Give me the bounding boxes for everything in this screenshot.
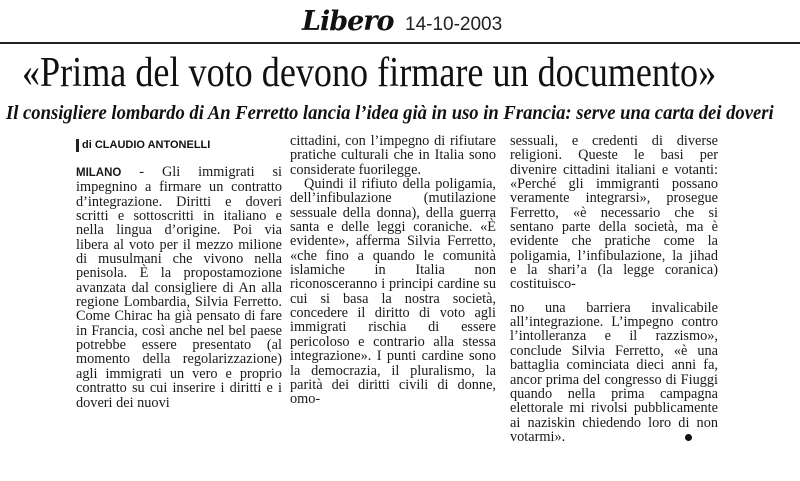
dateline: MILANO xyxy=(76,167,122,179)
article-column-1 xyxy=(76,165,282,410)
column-1-paragraph xyxy=(76,165,282,410)
column-1-text: - Gli immigrati si impegnino a firmare un contratto d’integrazione. Diritti e doveri scritti e sottoscritti in italiano e nella lingua d’origine. Poi via libera al voto per il mezzo milione di musulmani che vivono nella penisola. È la propostamozione avanzata dal consigliere di An alla regione Lombardia, Silvia Ferretto. Come Chirac ha già pensato di fare in Francia, così anche nel bel paese potrebbe essere presentato (al momento della regolarizzazione) agli immigrati un vero e proprio contratto su cui inserire i diritti e i doveri dei nuovi xyxy=(76,164,282,411)
masthead xyxy=(0,0,800,44)
column-3-paragraph-2 xyxy=(510,301,718,444)
article-subheadline: Il consigliere lombardo di An Ferretto lancia l’idea già in uso in Francia: serve una carta dei doveri xyxy=(6,102,774,124)
masthead-rule xyxy=(0,42,800,44)
article-column-3 xyxy=(510,134,718,444)
column-3-paragraph-1: sessuali, e credenti di diverse religioni. Queste le basi per divenire cittadini italiani e votanti: «Perché gli immigranti possano veramente integrarsi», prosegue Ferretto, «è necessario che si sentano parte della società, ma è evidente che pratiche come la poligamia, l’infibulazione, la jihad e la shari’a (la legge coranica) costituisco- xyxy=(510,133,718,293)
article-column-2 xyxy=(290,134,496,407)
column-3-paragraph-2-text: no una barriera invalicabile all’integrazione. L’impegno contro l’intolleranza e il razzismo», conclude Silvia Ferretto, «è una battaglia cominciata dieci anni fa, ancor prima del congresso di Fiuggi quando nella prima campagna elettorale mi rivolsi pubblicamente ai naziskin chiedendo loro di non votarmi». xyxy=(510,299,718,445)
publication-date: 14-10-2003 xyxy=(405,14,503,35)
column-2-paragraph-2: Quindi il rifiuto della poligamia, dell’infibulazione (mutilazione sessuale della donna), della guerra santa e delle leggi coraniche. «È evidente», afferma Silvia Ferretto, «che fino a quando le comunità islamiche in Italia non riconosceranno i principi cardine su cui si basa la nostra società, concedere il diritto di voto agli immigrati rischia di essere pericoloso e contrario alla stessa integrazione». I punti cardine sono la democrazia, il pluralismo, la parità dei diritti civili di donne, omo- xyxy=(290,176,496,408)
byline: di CLAUDIO ANTONELLI xyxy=(76,139,210,152)
end-of-article-mark xyxy=(685,434,692,441)
newspaper-logo: Libero xyxy=(302,6,394,37)
column-2-paragraph-1: cittadini, con l’impegno di rifiutare pratiche culturali che in Italia sono considerate fuorilegge. xyxy=(290,133,496,178)
article-headline: «Prima del voto devono firmare un documento» xyxy=(22,50,717,96)
